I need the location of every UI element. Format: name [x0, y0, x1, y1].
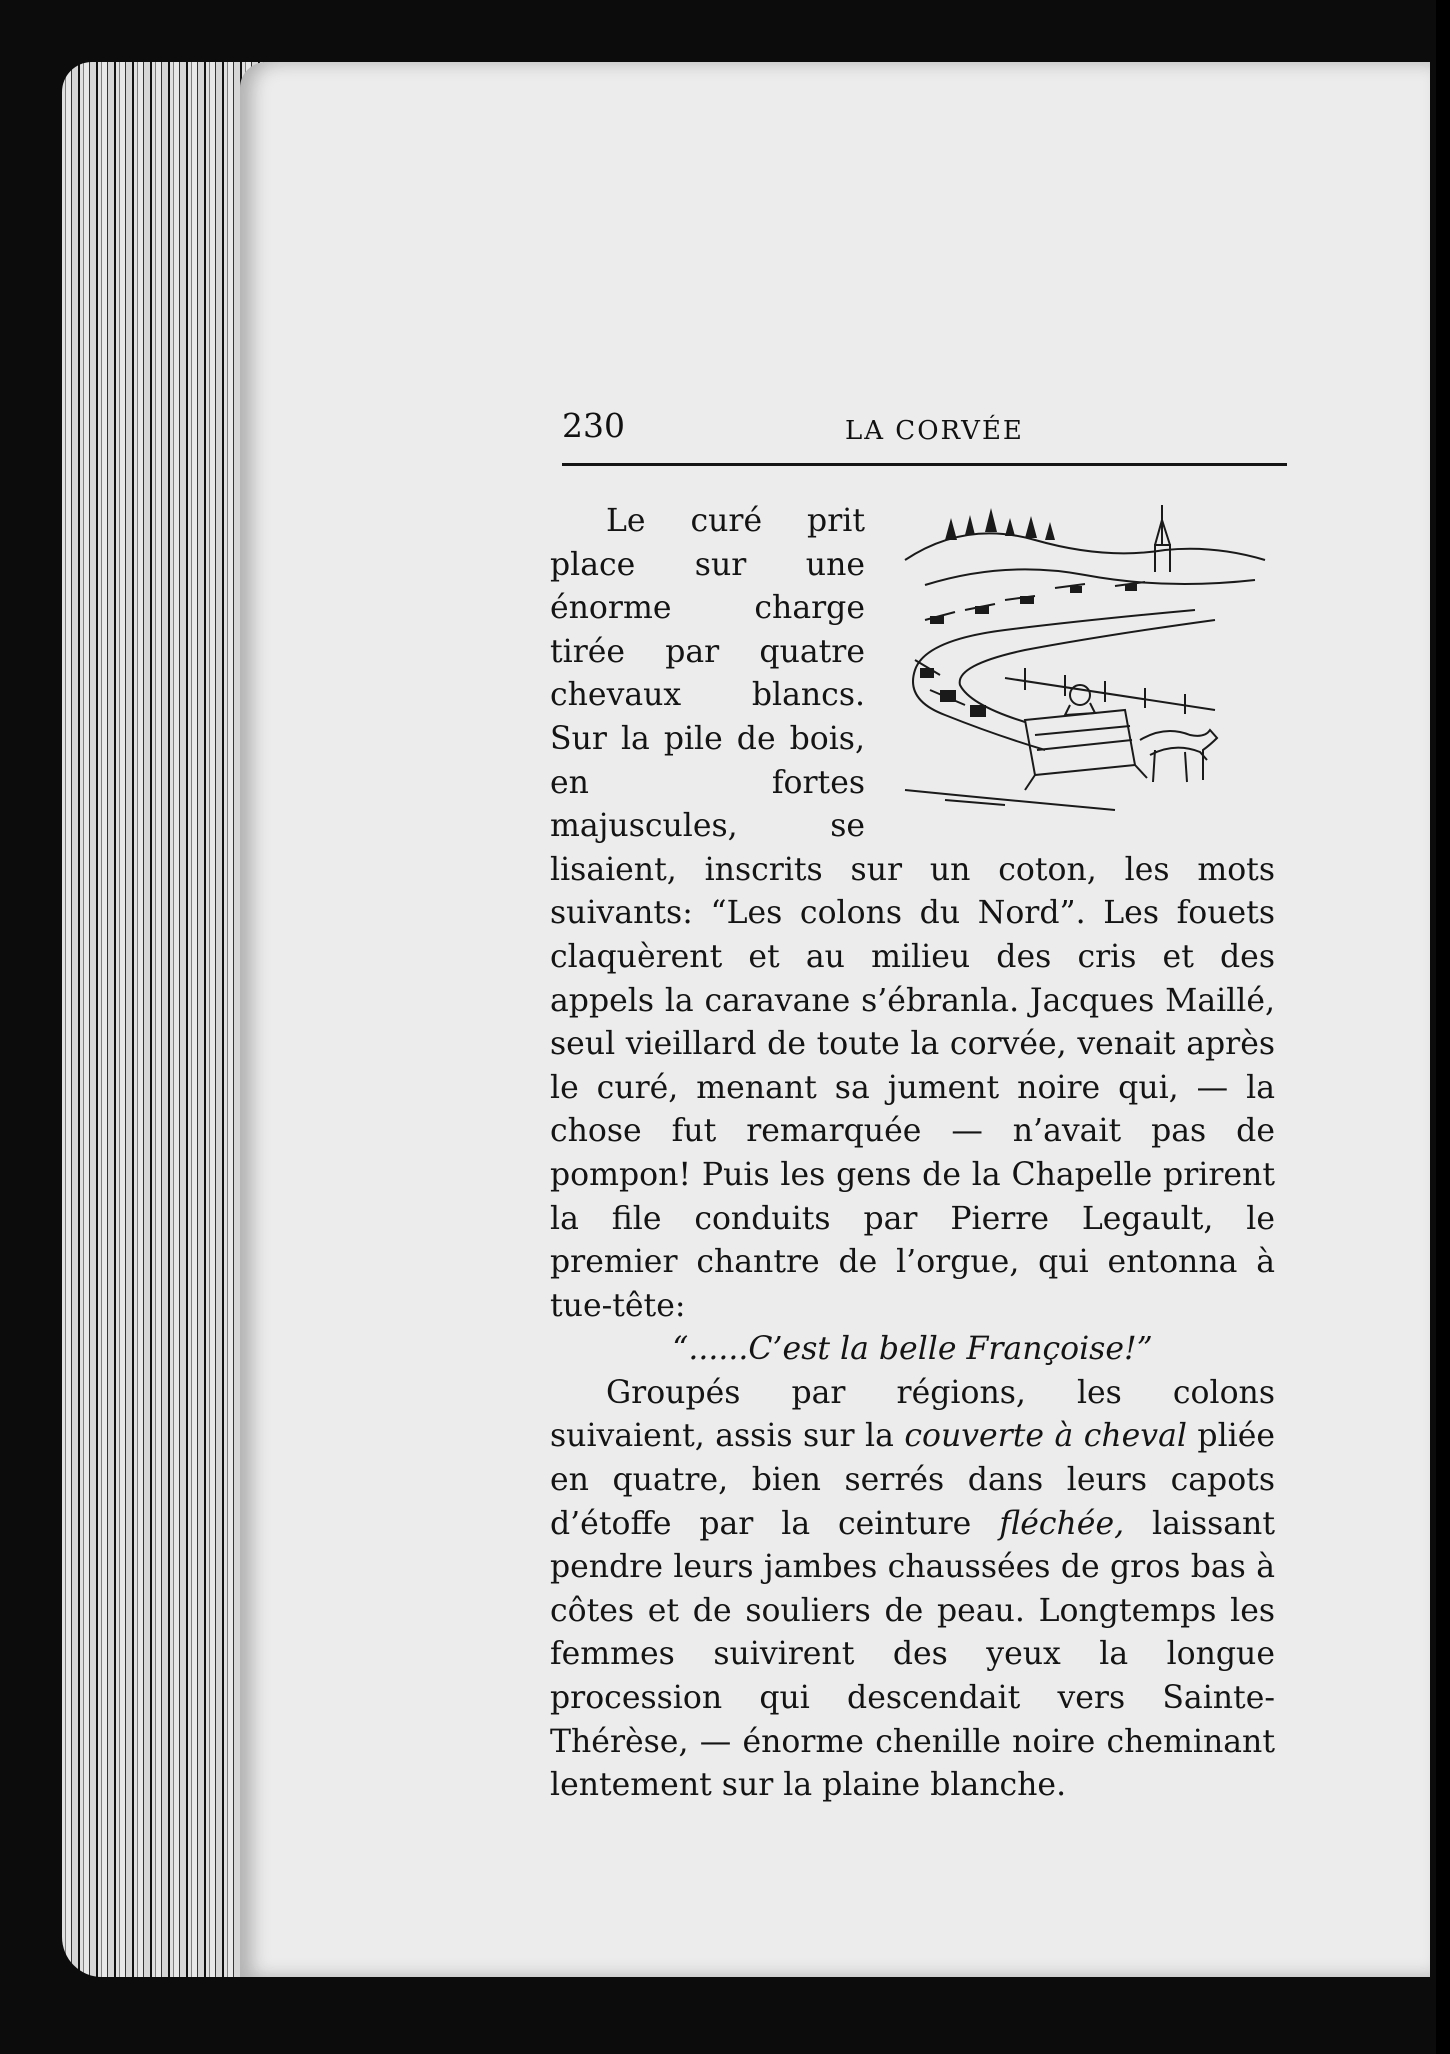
paragraph-2-part-b: pliée en quatre, bien serrés dans leurs capots d’étoffe par la ceinture — [550, 1418, 1276, 1542]
running-title: LA CORVÉE — [845, 416, 1024, 446]
paragraph-2 — [550, 1372, 1275, 1808]
body-text — [550, 500, 1275, 1808]
page-number: 230 — [562, 406, 625, 445]
header-rule — [562, 463, 1287, 466]
paragraph-2-part-a: Groupés par régions, les colons suivaient, assis sur la — [550, 1374, 1275, 1455]
scan-border — [1436, 0, 1450, 2054]
illustration-drawing — [885, 500, 1275, 818]
italic-couverte-a-cheval: couverte à cheval — [904, 1418, 1187, 1455]
paragraph-1: Le curé prit place sur une énorme charge tirée par quatre chevaux blancs. Sur la pile de bois, en fortes majuscules, se lisaient, inscrits sur un coton, les mots suivants: “Les colons du Nord”. Les fouets claquèrent et au milieu des cris et des appels la caravane s’ébranla. Jacques Maillé, seul vieillard de toute la corvée, venait après le curé, menant sa jument noire qui, — la chose fut remarquée — n’avait pas de pompon! Puis les gens de la Chapelle prirent la file conduits par Pierre Legault, le premier chantre de l’orgue, qui entonna à tue-tête: — [550, 503, 1275, 1324]
page-header — [562, 398, 1287, 478]
winter-sleigh-procession-illustration — [885, 500, 1275, 818]
italic-flechee: fléchée, — [999, 1505, 1125, 1542]
song-quote: “......C’est la belle Françoise!” — [672, 1331, 1153, 1368]
paragraph-2-part-c: laissant pendre leurs jambes chaussées de gros bas à côtes et de souliers de peau. Longtemps les femmes suivirent des yeux la longue procession qui descendait vers Sainte-Thérèse, — énorme chenille noire cheminant lentement sur la plaine blanche. — [550, 1505, 1275, 1804]
